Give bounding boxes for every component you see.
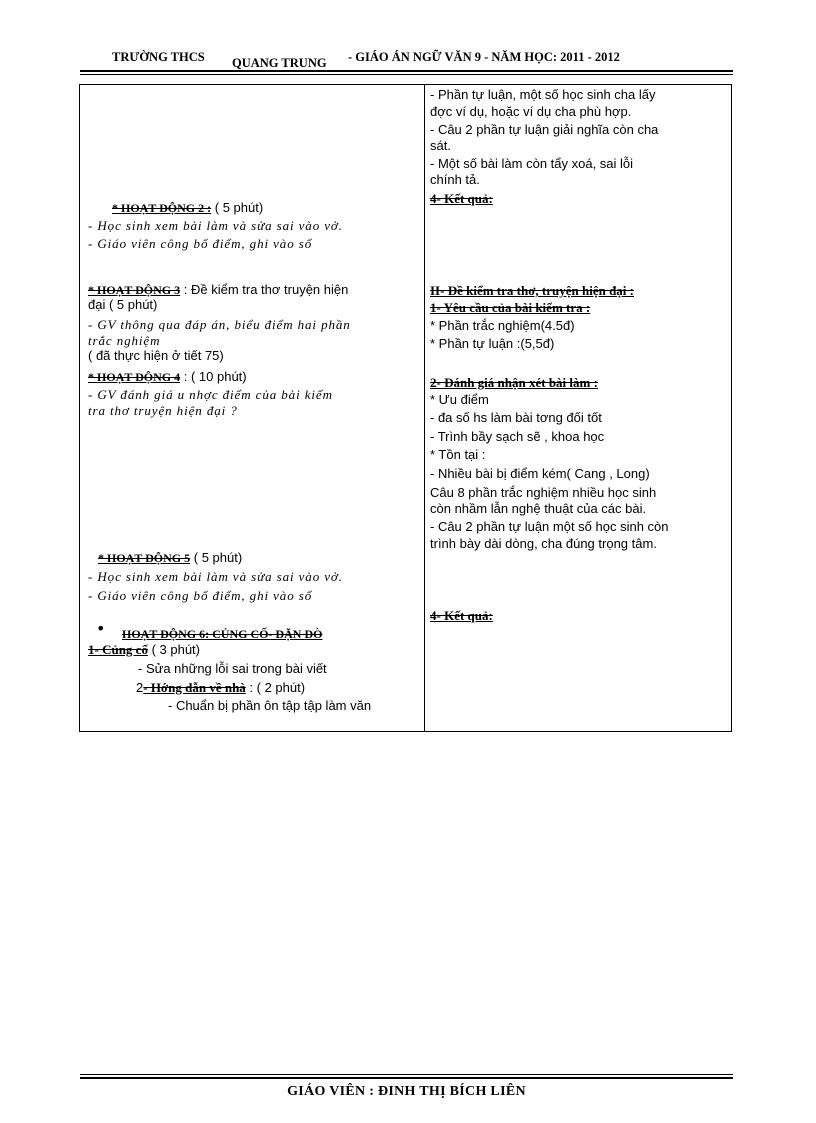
header-rule	[80, 70, 733, 72]
evaluation-line-2: - đa số hs làm bài tơng đối tốt	[430, 410, 602, 425]
right-line-1: - Phần tự luận, một số học sinh cha lấy	[430, 87, 656, 102]
evaluation-line-6: Câu 8 phần trắc nghiệm nhiều học sinh	[430, 485, 657, 500]
activity-5-line-2: - Giáo viên công bố điểm, ghi vào sổ	[88, 588, 313, 603]
consolidation-line-1: - Sửa những lỗi sai trong bài viết	[138, 661, 327, 676]
homework-line-1: - Chuẩn bị phần ôn tập tập làm văn	[168, 698, 372, 713]
right-line-5: - Một số bài làm còn tẩy xoá, sai lỗi	[430, 156, 634, 171]
evaluation-line-3: - Trình bầy sạch sẽ , khoa học	[430, 429, 605, 444]
activity-5-line-1: - Học sinh xem bài làm và sửa sai vào vở.	[88, 569, 343, 584]
right-line-2: đợc ví dụ, hoặc ví dụ cha phù hợp.	[430, 104, 632, 119]
activity-2-line-2: - Giáo viên công bố điểm, ghi vào sổ	[88, 236, 313, 251]
requirement-line-1: * Phần trắc nghiệm(4.5đ)	[430, 318, 575, 333]
activity-4-line-1: - GV đánh giá u nhợc điểm của bài kiểm	[88, 387, 333, 402]
evaluation-line-9: trình bày dài dòng, cha đúng trọng tâm.	[430, 536, 657, 551]
page-header	[80, 48, 732, 72]
footer-rule	[80, 1077, 733, 1079]
requirements-heading: 1- Yêu cầu của bài kiểm tra :	[430, 300, 591, 315]
evaluation-line-1: * Ưu điểm	[430, 392, 489, 407]
consolidation-heading: 1- Củng cố ( 3 phút)	[88, 642, 200, 657]
footer-teacher: GIÁO VIÊN : ĐINH THỊ BÍCH LIÊN	[287, 1084, 526, 1099]
lesson-table	[79, 84, 732, 732]
requirement-line-2: * Phần tự luận :(5,5đ)	[430, 336, 555, 351]
activity-3-line-2: đại ( 5 phút)	[88, 297, 158, 312]
bullet-icon: •	[96, 619, 106, 638]
evaluation-line-8: - Câu 2 phần tự luận một số học sinh còn	[430, 519, 669, 534]
activity-2-line-1: - Học sinh xem bài làm và sửa sai vào vở.	[88, 218, 343, 233]
header-year: - GIÁO ÁN NGỮ VĂN 9 - NĂM HỌC: 2011 - 2012	[348, 50, 620, 64]
activity-4-line-2: tra thơ truyện hiện đại ?	[88, 403, 238, 418]
activity-2-heading: * HOẠT ĐỘNG 2 : ( 5 phút)	[112, 200, 264, 215]
activity-5-heading: * HOẠT ĐỘNG 5 ( 5 phút)	[98, 550, 243, 565]
right-line-6: chính tả.	[430, 172, 480, 187]
activity-3-line-3: - GV thông qua đáp án, biểu điểm hai phần	[88, 317, 351, 332]
section-2-title: II- Đề kiểm tra thơ, truyện hiện đại :	[430, 283, 634, 298]
right-line-3: - Câu 2 phần tự luận giải nghĩa còn cha	[430, 122, 659, 137]
evaluation-line-4: * Tồn tại :	[430, 447, 486, 462]
activity-3-line-5: ( đã thực hiện ở tiết 75)	[88, 348, 224, 363]
result-heading-2: 4- Kết quả:	[430, 608, 493, 623]
column-divider	[424, 85, 425, 731]
homework-heading: 2- Hớng dẫn về nhà : ( 2 phút)	[136, 680, 306, 695]
result-heading-1: 4- Kết quả:	[430, 191, 493, 206]
header-school: TRƯỜNG THCS	[112, 50, 205, 64]
evaluation-line-5: - Nhiều bài bị điểm kém( Cang , Long)	[430, 466, 650, 481]
evaluation-heading: 2- Đánh giá nhận xét bài làm :	[430, 375, 598, 390]
activity-6-heading: HOẠT ĐỘNG 6: CỦNG CỐ- DẶN DÒ	[122, 627, 323, 641]
activity-3-line-4: trắc nghiệm	[88, 333, 161, 348]
activity-3-heading: * HOẠT ĐỘNG 3 : Đề kiểm tra thơ truyện hiện	[88, 282, 349, 297]
footer-rule-thin	[80, 1074, 733, 1075]
header-rule-thin	[80, 74, 733, 75]
activity-4-heading: * HOẠT ĐỘNG 4 : ( 10 phút)	[88, 369, 247, 384]
evaluation-line-7: còn nhầm lẫn nghệ thuật của các bài.	[430, 501, 647, 516]
right-line-4: sát.	[430, 138, 451, 153]
header-school-name: QUANG TRUNG	[232, 56, 327, 70]
